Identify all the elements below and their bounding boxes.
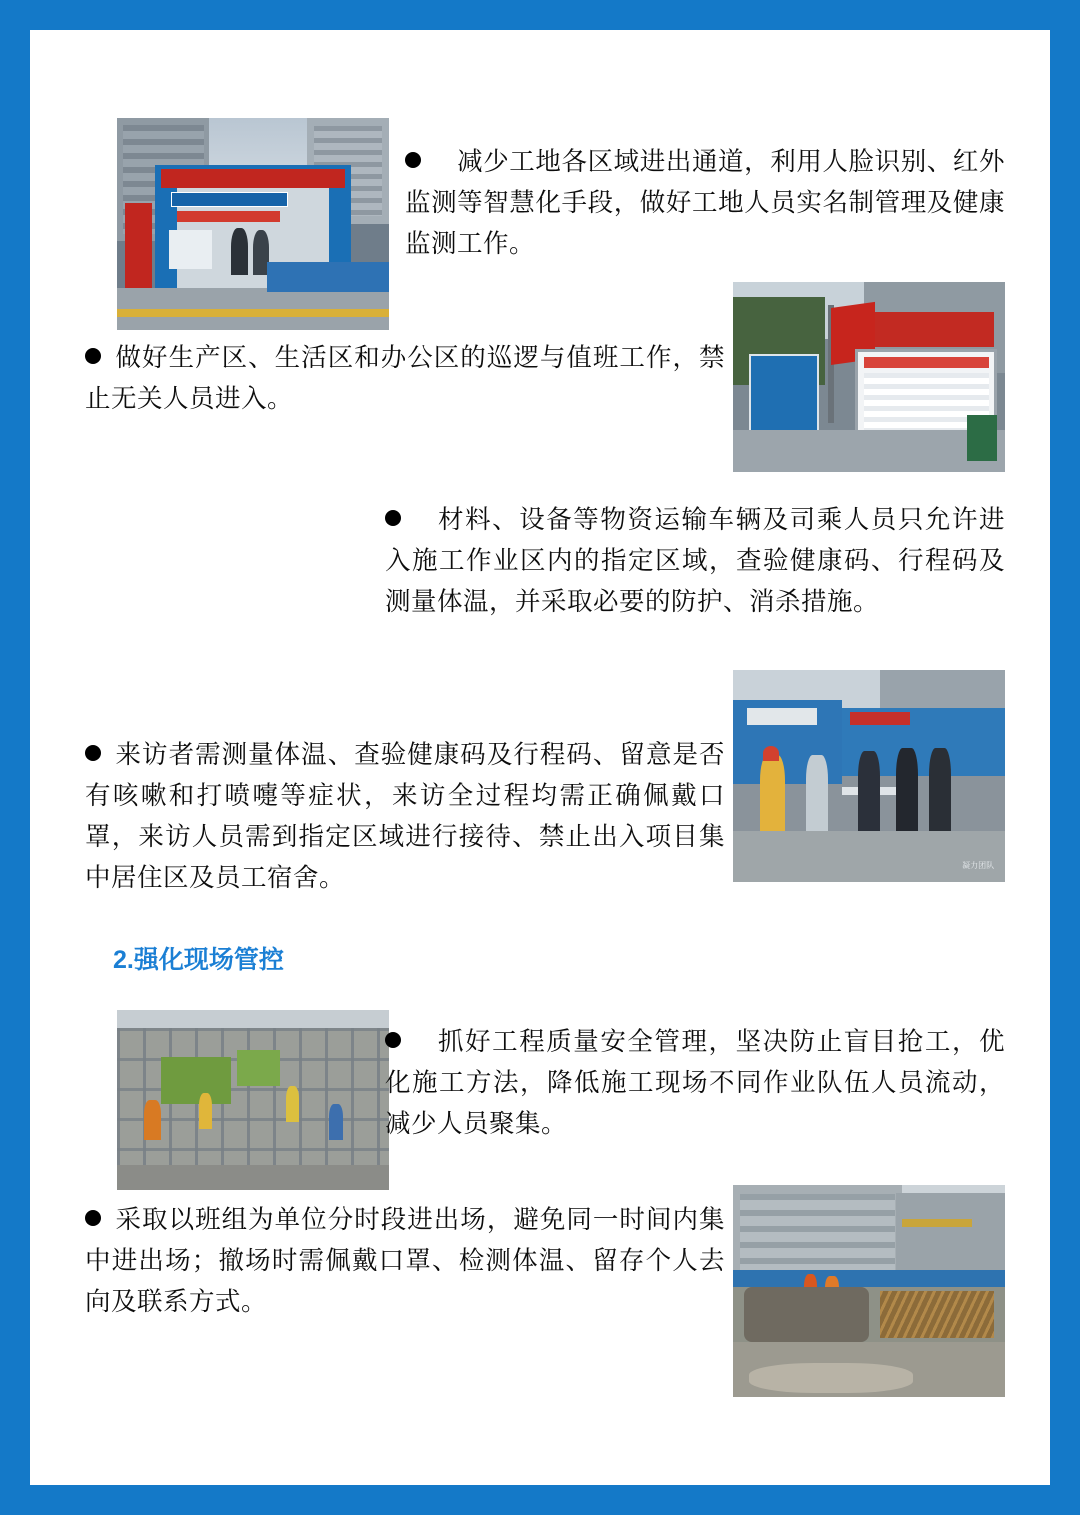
bullet-icon xyxy=(85,1210,101,1226)
bullet-icon xyxy=(385,510,401,526)
paragraph-6-text: 采取以班组为单位分时段进出场，避免同一时间内集中进出场；撤场时需佩戴口罩、检测体温、留存个人去向及联系方式。 xyxy=(85,1206,725,1316)
bullet-icon xyxy=(405,152,421,168)
paragraph-6 xyxy=(85,1200,725,1323)
photo-rebar-work xyxy=(117,1010,389,1190)
paragraph-2-text: 做好生产区、生活区和办公区的巡逻与值班工作，禁止无关人员进入。 xyxy=(85,344,725,413)
paragraph-5-text: 抓好工程质量安全管理，坚决防止盲目抢工，优化施工方法，降低施工现场不同作业队伍人员流动，减少人员聚集。 xyxy=(385,1028,1005,1138)
photo-watermark: 凝力团队 xyxy=(962,861,995,871)
paragraph-1 xyxy=(405,142,1005,265)
paragraph-2 xyxy=(85,338,725,420)
bullet-icon xyxy=(85,348,101,364)
document-page xyxy=(30,30,1050,1485)
photo-gate-entrance xyxy=(117,118,389,330)
paragraph-5 xyxy=(385,1022,1005,1145)
paragraph-4 xyxy=(85,735,725,899)
paragraph-1-text: 减少工地各区域进出通道，利用人脸识别、红外监测等智慧化手段，做好工地人员实名制管理及健康监测工作。 xyxy=(405,148,1005,258)
section-heading: 2.强化现场管控 xyxy=(113,946,284,974)
bullet-icon xyxy=(85,745,101,761)
paragraph-3 xyxy=(385,500,1005,623)
bullet-icon xyxy=(385,1032,401,1048)
document-content xyxy=(85,80,1005,1440)
photo-flag-board xyxy=(733,282,1005,472)
paragraph-3-text: 材料、设备等物资运输车辆及司乘人员只允许进入施工作业区内的指定区域，查验健康码、行程码及测量体温，并采取必要的防护、消杀措施。 xyxy=(385,506,1005,616)
photo-visitor-check xyxy=(733,670,1005,882)
paragraph-4-text: 来访者需测量体温、查验健康码及行程码、留意是否有咳嗽和打喷嚏等症状，来访全过程均需正确佩戴口罩，来访人员需到指定区域进行接待、禁止出入项目集中居住区及员工宿舍。 xyxy=(85,741,725,892)
photo-material-yard xyxy=(733,1185,1005,1397)
